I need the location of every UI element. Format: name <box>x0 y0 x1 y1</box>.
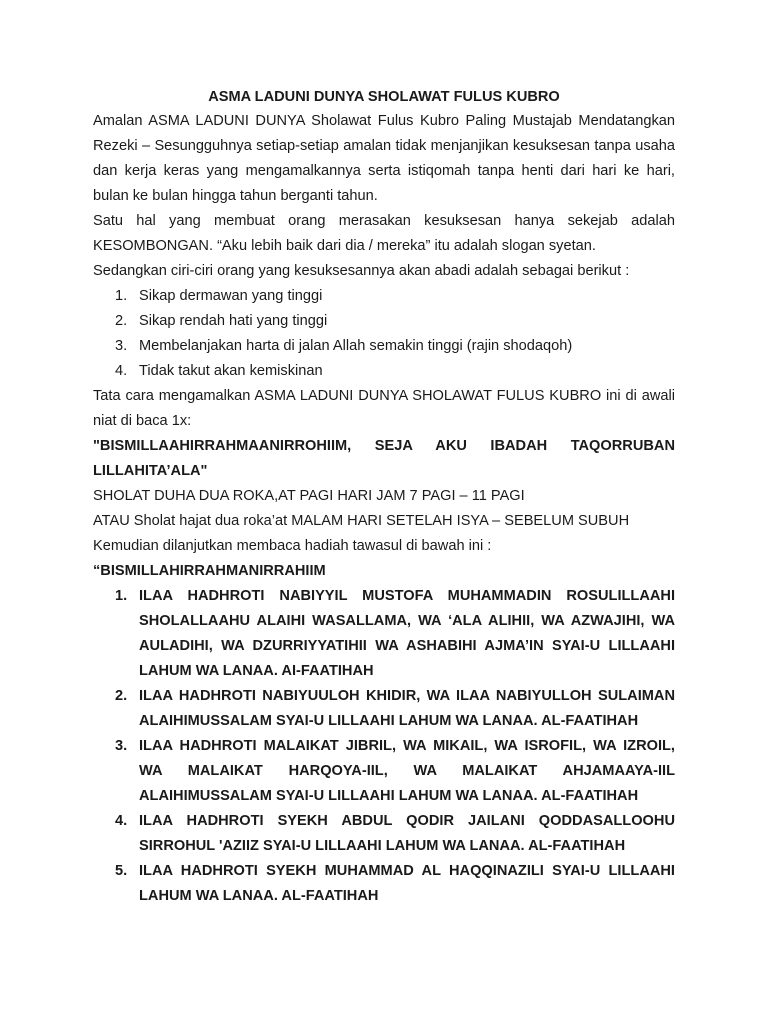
niat-text: "BISMILLAAHIRRAHMAANIRROHIIM, SEJA AKU IBADAH TAQORRUBAN LILLAHITA’ALA" <box>93 438 675 479</box>
sholat-hajat-text: ATAU Sholat hajat dua roka’at MALAM HARI SETELAH ISYA – SEBELUM SUBUH <box>93 513 630 529</box>
intro-paragraph: Amalan ASMA LADUNI DUNYA Sholawat Fulus Kubro Paling Mustajab Mendatangkan Rezeki – Sesungguhnya setiap-setiap amalan tidak menjanjikan kesuksesan tanpa usaha dan kerja keras yang mengamalkannya serta istiqomah tanpa henti dari hari ke hari, bulan ke bulan hingga tahun berganti tahun. <box>93 113 675 204</box>
list-item: 2. Sikap rendah hati yang tinggi <box>115 313 328 329</box>
document-page <box>93 85 675 909</box>
traits-list <box>93 284 675 384</box>
arrogance-paragraph: Satu hal yang membuat orang merasakan kesuksesan hanya sekejab adalah KESOMBONGAN. “Aku lebih baik dari dia / mereka” itu adalah slogan syetan. <box>93 213 675 254</box>
list-item: 4. ILAA HADHROTI SYEKH ABDUL QODIR JAILANI QODDASALLOOHU SIRROHUL 'AZIIZ SYAI-U LILLAAHI LAHUM WA LANAA. AL-FAATIHAH <box>115 813 675 854</box>
procedure-intro: Tata cara mengamalkan ASMA LADUNI DUNYA SHOLAWAT FULUS KUBRO ini di awali niat di baca 1x: <box>93 388 675 429</box>
tawasul-intro: Kemudian dilanjutkan membaca hadiah tawasul di bawah ini : <box>93 538 492 554</box>
list-item: 3. Membelanjakan harta di jalan Allah semakin tinggi (rajin shodaqoh) <box>115 338 573 354</box>
sholat-duha-text: SHOLAT DUHA DUA ROKA,AT PAGI HARI JAM 7 PAGI – 11 PAGI <box>93 488 525 504</box>
tawasul-list <box>93 584 675 909</box>
traits-intro-paragraph: Sedangkan ciri-ciri orang yang kesuksesannya akan abadi adalah sebagai berikut : <box>93 263 630 279</box>
list-item: 3. ILAA HADHROTI MALAIKAT JIBRIL, WA MIKAIL, WA ISROFIL, WA IZROIL, WA MALAIKAT HARQOYA-IIL, WA MALAIKAT AHJAMAAYA-IIL ALAIHIMUSSALAM SYAI-U LILLAAHI LAHUM WA LANAA. AL-FAATIHAH <box>115 738 675 804</box>
list-item: 4. Tidak takut akan kemiskinan <box>115 363 323 379</box>
list-item: 1. Sikap dermawan yang tinggi <box>115 288 323 304</box>
document-title: ASMA LADUNI DUNYA SHOLAWAT FULUS KUBRO <box>208 89 560 105</box>
list-item: 5. ILAA HADHROTI SYEKH MUHAMMAD AL HAQQINAZILI SYAI-U LILLAAHI LAHUM WA LANAA. AL-FAATIHAH <box>115 863 675 904</box>
list-item: 1. ILAA HADHROTI NABIYYIL MUSTOFA MUHAMMADIN ROSULILLAAHI SHOLALLAAHU ALAIHI WASALLAMA, WA ‘ALA ALIHII, WA AZWAJIHI, WA AULADIHI, WA DZURRIYYATIHII WA ASHABIHI AJMA’IN SYAI-U LILLAAHI LAHUM WA LANAA. AI-FAATIHAH <box>115 588 675 679</box>
basmalah-text: “BISMILLAHIRRAHMANIRRAHIIM <box>93 563 326 579</box>
list-item: 2. ILAA HADHROTI NABIYUULOH KHIDIR, WA ILAA NABIYULLOH SULAIMAN ALAIHIMUSSALAM SYAI-U LILLAAHI LAHUM WA LANAA. AL-FAATIHAH <box>115 688 675 729</box>
